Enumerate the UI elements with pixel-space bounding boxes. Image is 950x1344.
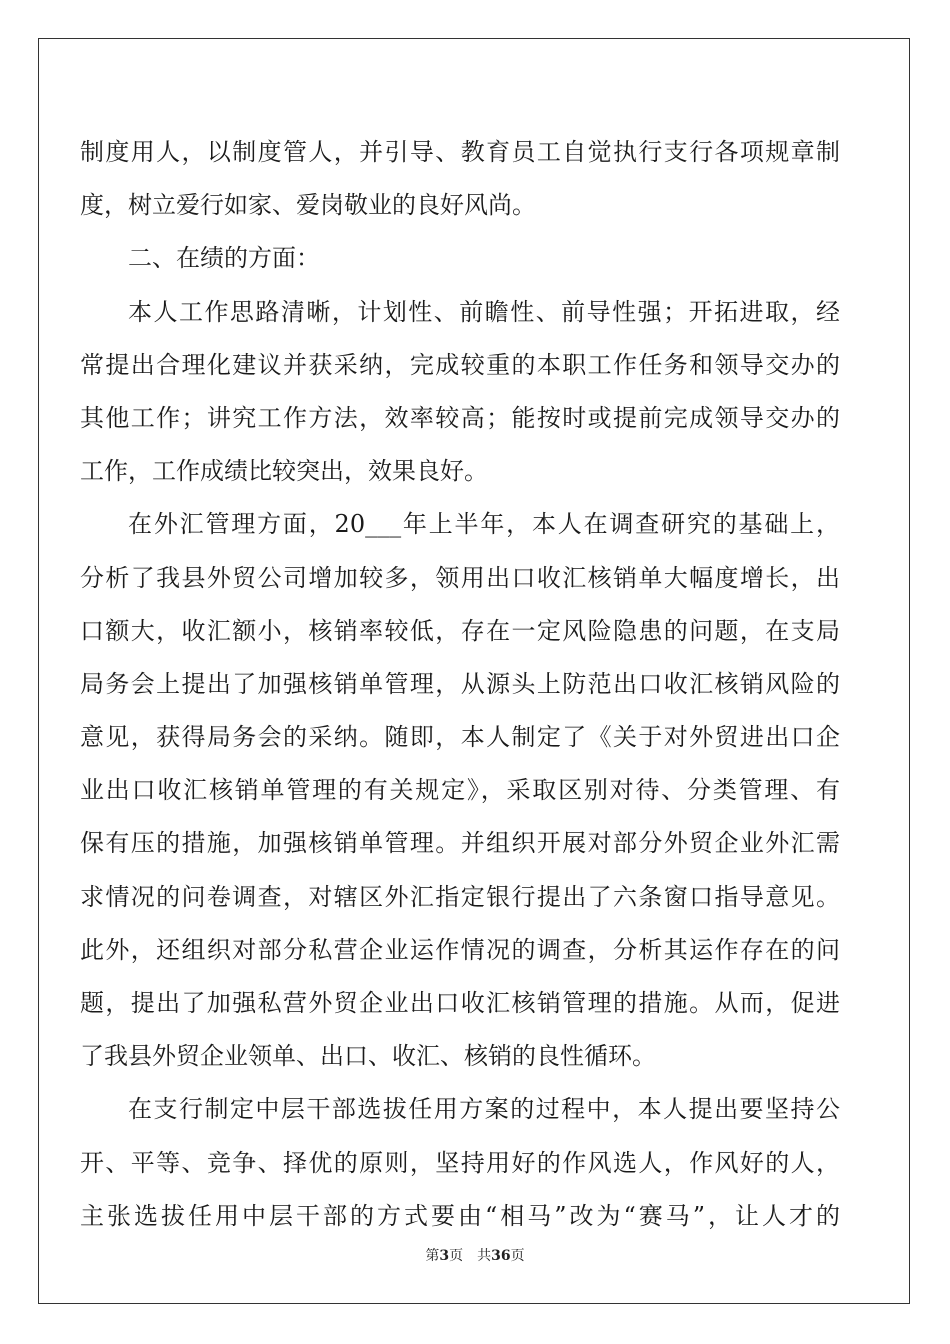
text-line: 制度用人，以制度管人，并引导、教育员工自觉执行支行各项规章制 bbox=[80, 138, 840, 166]
page-label-suffix: 页 bbox=[449, 1248, 464, 1264]
current-page-number: 3 bbox=[439, 1248, 450, 1264]
text-line: 分析了我县外贸公司增加较多，领用出口收汇核销单大幅度增长，出 bbox=[80, 563, 840, 592]
text-line: 二、在绩的方面： bbox=[128, 244, 320, 273]
text-line: 其他工作；讲究工作方法，效率较高；能按时或提前完成领导交办的 bbox=[80, 403, 840, 432]
text-line: 工作，工作成绩比较突出，效果良好。 bbox=[80, 457, 488, 486]
total-label-prefix: 共 bbox=[477, 1248, 492, 1264]
total-page-number: 36 bbox=[491, 1248, 511, 1264]
page-footer bbox=[0, 1245, 950, 1265]
text-line: 开、平等、竞争、择优的原则，坚持用好的作风选人，作风好的人， bbox=[80, 1148, 840, 1177]
document-body bbox=[80, 126, 840, 1243]
text-line: 保有压的措施，加强核销单管理。并组织开展对部分外贸企业外汇需 bbox=[80, 829, 840, 858]
text-line: 度，树立爱行如家、爱岗敬业的良好风尚。 bbox=[80, 191, 536, 220]
page-label-prefix: 第 bbox=[425, 1248, 440, 1264]
text-line: 主张选拔任用中层干部的方式要由“相马”改为“赛马”，让人才的 bbox=[80, 1201, 840, 1230]
text-line: 局务会上提出了加强核销单管理，从源头上防范出口收汇核销风险的 bbox=[80, 669, 840, 698]
text-line: 在外汇管理方面，20___年上半年，本人在调查研究的基础上， bbox=[128, 510, 840, 539]
text-line: 题，提出了加强私营外贸企业出口收汇核销管理的措施。从而，促进 bbox=[80, 989, 840, 1017]
text-line: 本人工作思路清晰，计划性、前瞻性、前导性强；开拓进取，经 bbox=[128, 297, 840, 326]
text-line: 求情况的问卷调查，对辖区外汇指定银行提出了六条窗口指导意见。 bbox=[80, 882, 840, 911]
text-line: 此外，还组织对部分私营企业运作情况的调查，分析其运作存在的问 bbox=[80, 935, 840, 964]
text-line: 意见，获得局务会的采纳。随即，本人制定了《关于对外贸进出口企 bbox=[80, 723, 840, 752]
text-line: 业出口收汇核销单管理的有关规定》，采取区别对待、分类管理、有 bbox=[80, 776, 840, 805]
total-label-suffix: 页 bbox=[510, 1248, 525, 1264]
text-line: 在支行制定中层干部选拔任用方案的过程中，本人提出要坚持公 bbox=[128, 1095, 840, 1124]
text-line: 常提出合理化建议并获采纳，完成较重的本职工作任务和领导交办的 bbox=[80, 350, 840, 379]
text-line: 口额大，收汇额小，核销率较低，存在一定风险隐患的问题，在支局 bbox=[80, 616, 840, 645]
text-line: 了我县外贸企业领单、出口、收汇、核销的良性循环。 bbox=[80, 1042, 656, 1071]
